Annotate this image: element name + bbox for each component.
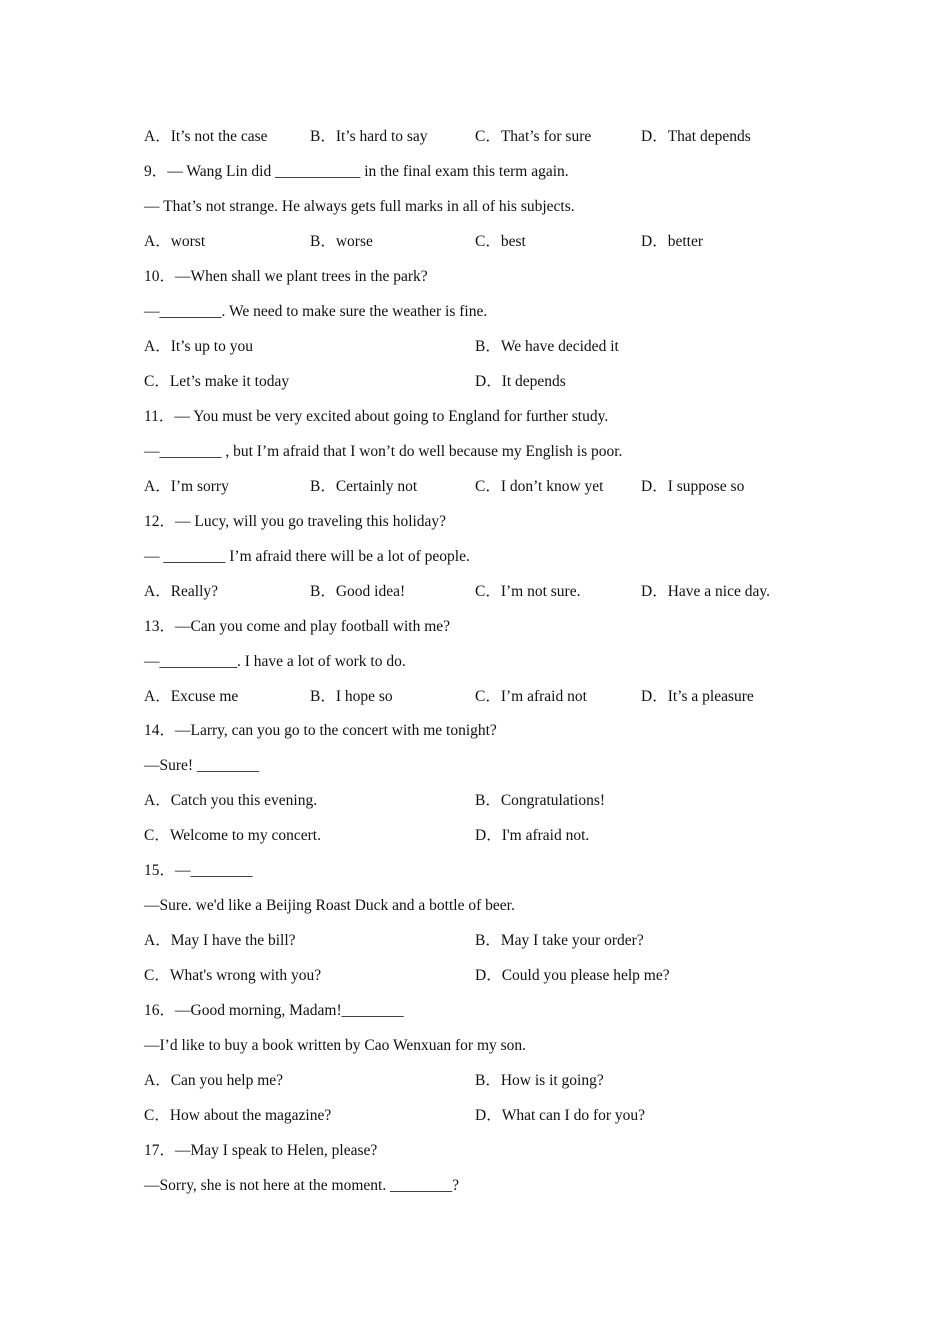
question-stem: 10．—When shall we plant trees in the park?: [144, 268, 428, 285]
question-response: —Sure. we'd like a Beijing Roast Duck and a bottle of beer.: [144, 897, 515, 914]
options-row: [144, 964, 824, 988]
option-d[interactable]: D．I'm afraid not.: [475, 827, 590, 844]
option-a[interactable]: A．Catch you this evening.: [144, 792, 318, 809]
question-stem: 11．— You must be very excited about going to England for further study.: [144, 408, 609, 425]
question-stem: 13．—Can you come and play football with me?: [144, 618, 451, 635]
question-response: —__________. I have a lot of work to do.: [144, 653, 406, 670]
option-b[interactable]: B．We have decided it: [475, 338, 619, 355]
question-response: —________ , but I’m afraid that I won’t do well because my English is poor.: [144, 443, 623, 460]
question-response: —________. We need to make sure the weather is fine.: [144, 303, 488, 320]
question-stem: 17．—May I speak to Helen, please?: [144, 1142, 378, 1159]
option-b[interactable]: B．I hope so: [310, 688, 393, 705]
question-response: — ________ I’m afraid there will be a lot of people.: [144, 548, 470, 565]
option-a[interactable]: A．May I have the bill?: [144, 932, 296, 949]
option-d[interactable]: D．Have a nice day.: [641, 583, 770, 600]
option-c[interactable]: C．That’s for sure: [475, 128, 592, 145]
option-d[interactable]: D．I suppose so: [641, 478, 745, 495]
question-response: —Sure! ________: [144, 757, 259, 774]
question-stem: 9．— Wang Lin did ___________ in the final exam this term again.: [144, 163, 569, 180]
options-row: [144, 370, 824, 394]
question-stem: 15．—________: [144, 862, 253, 879]
option-d[interactable]: D．What can I do for you?: [475, 1107, 646, 1124]
option-d[interactable]: D．It depends: [475, 373, 566, 390]
options-row: [144, 1104, 824, 1128]
option-c[interactable]: C．best: [475, 233, 526, 250]
option-d[interactable]: D．That depends: [641, 128, 751, 145]
option-c[interactable]: C．What's wrong with you?: [144, 967, 322, 984]
option-d[interactable]: D．It’s a pleasure: [641, 688, 754, 705]
option-b[interactable]: B．worse: [310, 233, 373, 250]
question-stem: 14．—Larry, can you go to the concert with me tonight?: [144, 722, 497, 739]
option-d[interactable]: D．Could you please help me?: [475, 967, 670, 984]
question-response: —Sorry, she is not here at the moment. ________?: [144, 1177, 459, 1194]
options-row: [144, 230, 824, 254]
option-c[interactable]: C．I’m afraid not: [475, 688, 587, 705]
option-c[interactable]: C．I don’t know yet: [475, 478, 604, 495]
option-b[interactable]: B．Congratulations!: [475, 792, 606, 809]
options-row: [144, 824, 824, 848]
option-b[interactable]: B．May I take your order?: [475, 932, 644, 949]
option-c[interactable]: C．How about the magazine?: [144, 1107, 332, 1124]
options-row: [144, 580, 824, 604]
question-stem: 12．— Lucy, will you go traveling this holiday?: [144, 513, 447, 530]
option-d[interactable]: D．better: [641, 233, 703, 250]
option-b[interactable]: B．Certainly not: [310, 478, 418, 495]
options-row: [144, 125, 824, 149]
options-row: [144, 685, 824, 709]
option-a[interactable]: A．It’s not the case: [144, 128, 268, 145]
option-a[interactable]: A．It’s up to you: [144, 338, 253, 355]
option-a[interactable]: A．Really?: [144, 583, 219, 600]
option-a[interactable]: A．Excuse me: [144, 688, 239, 705]
option-c[interactable]: C．Welcome to my concert.: [144, 827, 321, 844]
option-b[interactable]: B．Good idea!: [310, 583, 406, 600]
question-stem: 16．—Good morning, Madam!________: [144, 1002, 404, 1019]
option-a[interactable]: A．I’m sorry: [144, 478, 229, 495]
question-response: — That’s not strange. He always gets full marks in all of his subjects.: [144, 198, 575, 215]
option-c[interactable]: C．I’m not sure.: [475, 583, 581, 600]
options-row: [144, 335, 824, 359]
option-a[interactable]: A．Can you help me?: [144, 1072, 284, 1089]
options-row: [144, 929, 824, 953]
option-c[interactable]: C．Let’s make it today: [144, 373, 290, 390]
options-row: [144, 1069, 824, 1093]
option-b[interactable]: B．How is it going?: [475, 1072, 604, 1089]
option-a[interactable]: A．worst: [144, 233, 206, 250]
options-row: [144, 789, 824, 813]
question-response: —I’d like to buy a book written by Cao Wenxuan for my son.: [144, 1037, 527, 1054]
option-b[interactable]: B．It’s hard to say: [310, 128, 428, 145]
options-row: [144, 475, 824, 499]
